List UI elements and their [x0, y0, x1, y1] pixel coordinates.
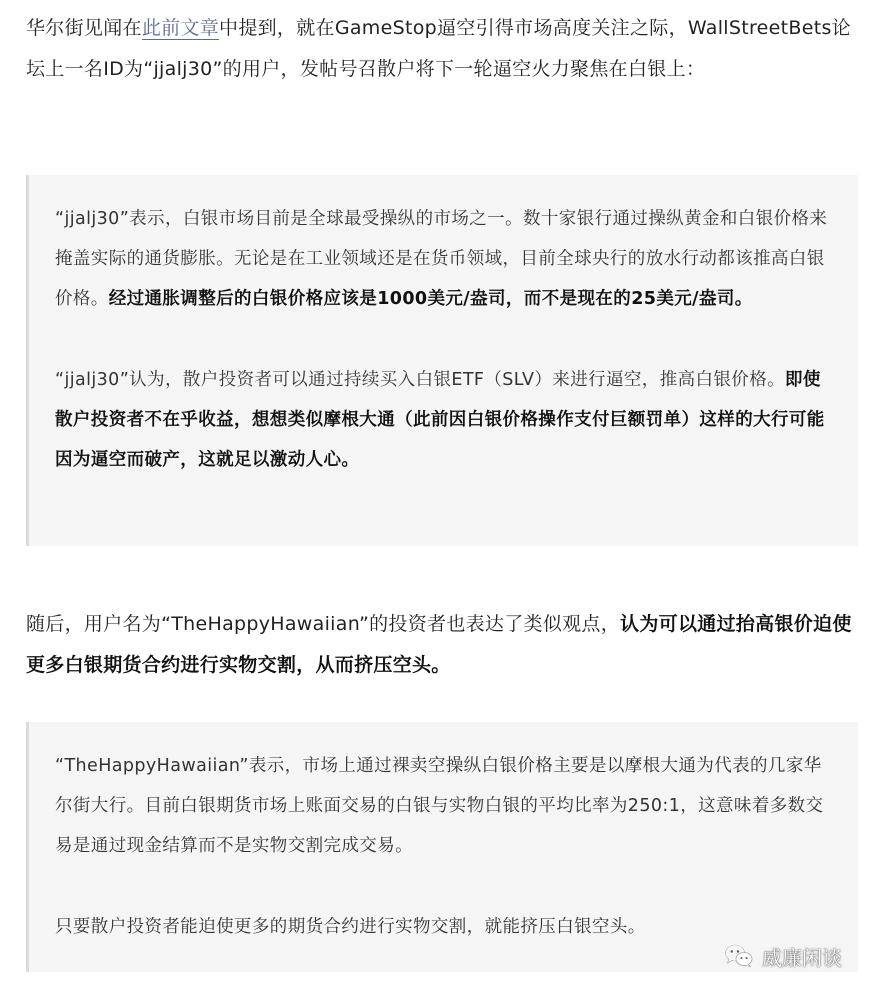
quote1-paragraph2	[55, 360, 830, 480]
quote1-p2-text: “jjalj30”认为，散户投资者可以通过持续买入白银ETF（SLV）来进行逼空，推高白银价格。	[55, 370, 785, 390]
intro-text-end: 中提到，就在GameStop逼空引得市场高度关注之际，WallStreetBets论坛上一名ID为“jjalj30”的用户，发帖号召散户将下一轮逼空火力聚焦在白银上：	[26, 17, 851, 80]
quote-block-thehappyhawaiian	[26, 722, 858, 972]
watermark-text: 威廉闲谈	[762, 945, 842, 970]
followup-paragraph	[26, 604, 858, 686]
followup-bold: 认为可以通过抬高银价迫使更多白银期货合约进行实物交割，从而挤压空头。	[26, 613, 852, 676]
quote1-p2-bold: 即使散户投资者不在乎收益，想想类似摩根大通（此前因白银价格操作支付巨额罚单）这样的大行可能因为逼空而破产，这就足以激动人心。	[55, 370, 825, 470]
previous-article-link[interactable]: 此前文章	[141, 17, 220, 39]
quote-block-jjalj30	[26, 175, 858, 546]
account-watermark	[724, 938, 842, 974]
intro-paragraph	[26, 8, 858, 90]
quote1-p1-text: “jjalj30”表示，白银市场目前是全球最受操纵的市场之一。数十家银行通过操纵黄金和白银价格来掩盖实际的通货膨胀。无论是在工业领域还是在货币领域，目前全球央行的放水行动都该推高白银价格。	[55, 209, 828, 309]
quote1-p1-bold: 经过通胀调整后的白银价格应该是1000美元/盎司，而不是现在的25美元/盎司。	[108, 289, 753, 309]
quote1-paragraph1	[55, 199, 830, 319]
intro-text-start: 华尔街见闻在	[26, 17, 142, 39]
quote2-paragraph1: “TheHappyHawaiian”表示，市场上通过裸卖空操纵白银价格主要是以摩根大通为代表的几家华尔街大行。目前白银期货市场上账面交易的白银与实物白银的平均比率为250:1，这意味着多数交易是通过现金结算而不是实物交割完成交易。	[55, 756, 824, 856]
quote2-paragraph2: 只要散户投资者能迫使更多的期货合约进行实物交割，就能挤压白银空头。	[55, 917, 646, 937]
followup-text: 随后，用户名为“TheHappyHawaiian”的投资者也表达了类似观点，	[26, 613, 621, 635]
wechat-icon	[724, 943, 754, 969]
